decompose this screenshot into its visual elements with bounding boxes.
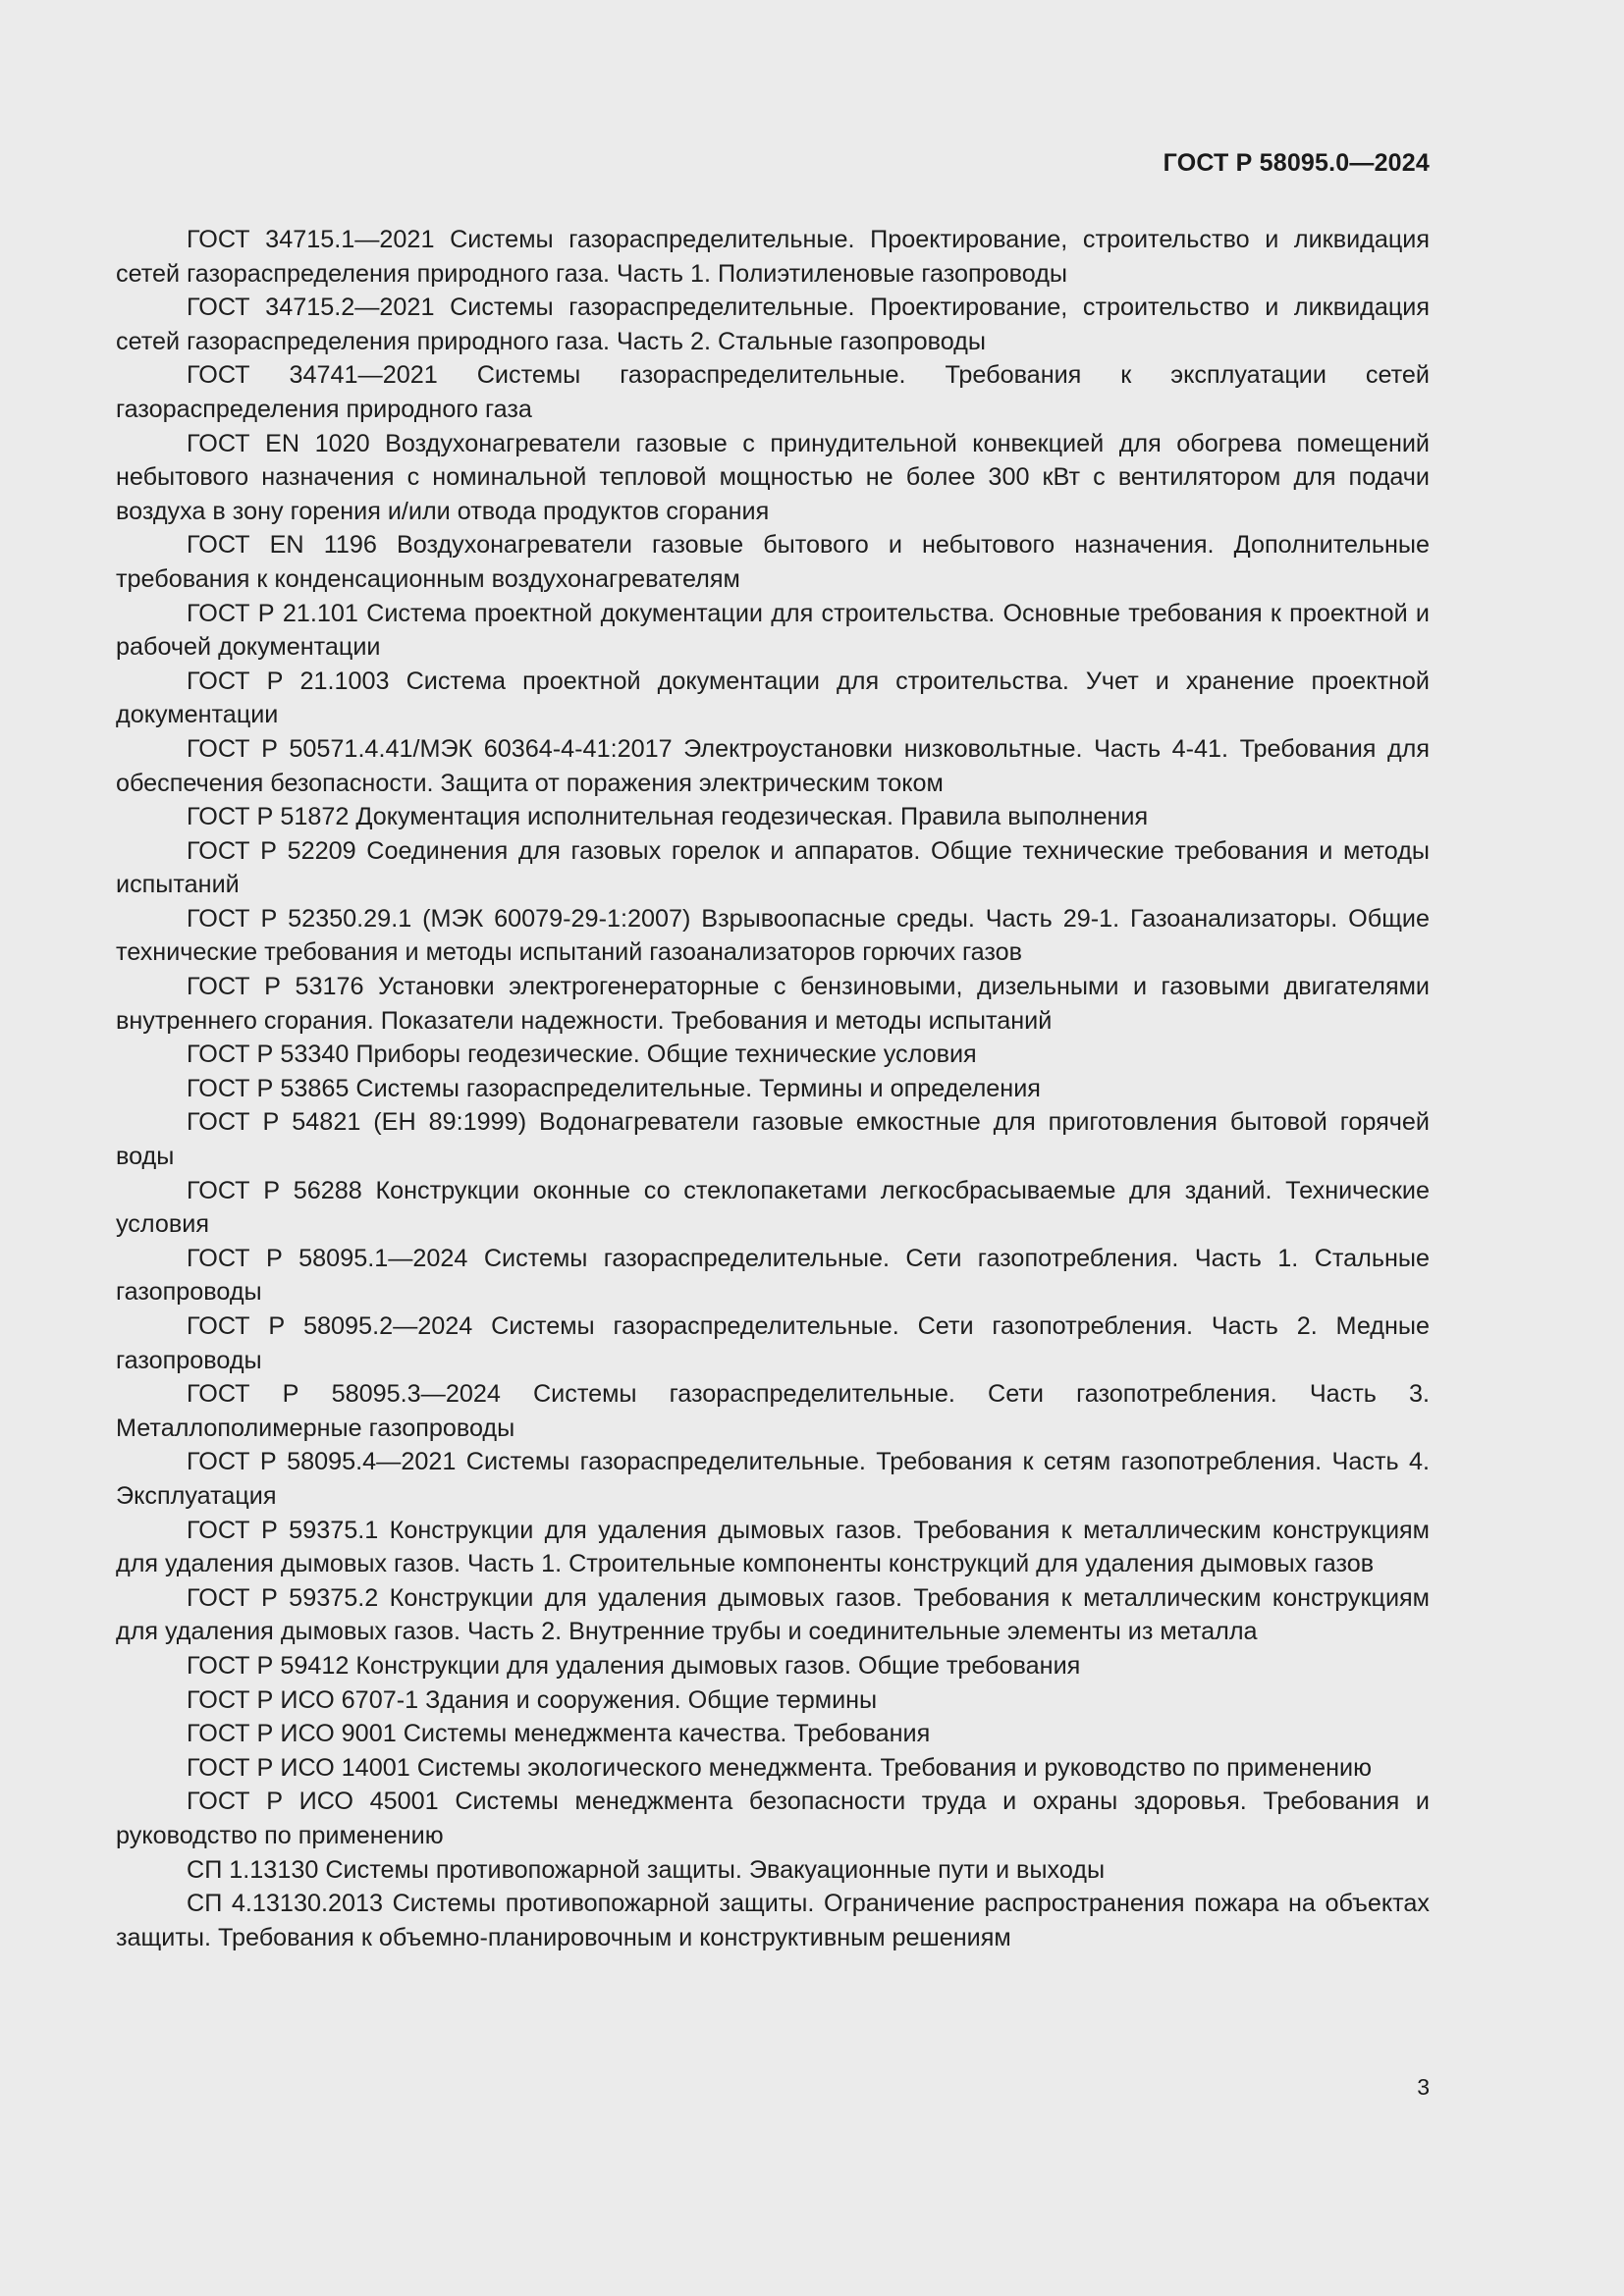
reference-item: ГОСТ Р 56288 Конструкции оконные со стеклопакетами легкосбрасываемые для зданий. Технические условия [116,1176,1430,1239]
reference-item: ГОСТ Р 21.1003 Система проектной документации для строительства. Учет и хранение проектной документации [116,667,1430,729]
document-code-header: ГОСТ Р 58095.0—2024 [1163,149,1430,177]
reference-item: ГОСТ Р 59375.1 Конструкции для удаления дымовых газов. Требования к металлическим конструкциям для удаления дымовых газов. Часть 1. Строительные компоненты конструкций для удаления дымовых газов [116,1516,1430,1578]
reference-item: ГОСТ Р 53865 Системы газораспределительные. Термины и определения [187,1074,1041,1102]
reference-item: ГОСТ Р 53340 Приборы геодезические. Общие технические условия [187,1041,977,1069]
reference-item: ГОСТ Р 59375.2 Конструкции для удаления дымовых газов. Требования к металлическим конструкциям для удаления дымовых газов. Часть 2. Внутренние трубы и соединительные элементы из металла [116,1583,1430,1646]
reference-item: ГОСТ 34741—2021 Системы газораспределительные. Требования к эксплуатации сетей газораспределения природного газа [116,361,1430,423]
reference-item: ГОСТ Р 52209 Соединения для газовых горелок и аппаратов. Общие технические требования и методы испытаний [116,836,1430,899]
reference-item: ГОСТ Р 54821 (ЕН 89:1999) Водонагреватели газовые емкостные для приготовления бытовой горячей воды [116,1108,1430,1171]
reference-item: ГОСТ EN 1020 Воздухонагреватели газовые с принудительной конвекцией для обогрева помещений небытового назначения с номинальной тепловой мощностью не более 300 кВт с вентилятором для подачи воздуха в зону горения и/или отвода продуктов сгорания [116,429,1430,525]
reference-item: ГОСТ Р 58095.3—2024 Системы газораспределительные. Сети газопотребления. Часть 3. Металлополимерные газопроводы [116,1380,1430,1442]
reference-item: ГОСТ Р 58095.2—2024 Системы газораспределительные. Сети газопотребления. Часть 2. Медные газопроводы [116,1312,1430,1374]
normative-references-list [116,223,1430,1954]
reference-item: ГОСТ Р 51872 Документация исполнительная геодезическая. Правила выполнения [187,803,1149,831]
reference-item: ГОСТ Р ИСО 14001 Системы экологического менеджмента. Требования и руководство по применению [187,1753,1373,1782]
reference-item: ГОСТ Р 50571.4.41/МЭК 60364-4-41:2017 Электроустановки низковольтные. Часть 4-41. Требования для обеспечения безопасности. Защита от поражения электрическим током [116,734,1430,797]
reference-item: ГОСТ Р 52350.29.1 (МЭК 60079-29-1:2007) Взрывоопасные среды. Часть 29-1. Газоанализаторы. Общие технические требования и методы испытаний газоанализаторов горючих газов [116,904,1430,967]
page-number: 3 [1417,2074,1430,2100]
reference-item: ГОСТ Р ИСО 6707-1 Здания и сооружения. Общие термины [187,1685,878,1714]
reference-item: ГОСТ 34715.1—2021 Системы газораспределительные. Проектирование, строительство и ликвидация сетей газораспределения природного газа. Часть 1. Полиэтиленовые газопроводы [116,226,1430,288]
reference-item: ГОСТ Р 58095.1—2024 Системы газораспределительные. Сети газопотребления. Часть 1. Стальные газопроводы [116,1244,1430,1307]
reference-item: СП 1.13130 Системы противопожарной защиты. Эвакуационные пути и выходы [187,1855,1106,1884]
reference-item: ГОСТ Р 21.101 Система проектной документации для строительства. Основные требования к проектной и рабочей документации [116,599,1430,662]
reference-item: ГОСТ 34715.2—2021 Системы газораспределительные. Проектирование, строительство и ликвидация сетей газораспределения природного газа. Часть 2. Стальные газопроводы [116,294,1430,355]
reference-item: ГОСТ Р ИСО 9001 Системы менеджмента качества. Требования [187,1720,931,1748]
reference-item: ГОСТ Р 58095.4—2021 Системы газораспределительные. Требования к сетям газопотребления. Часть 4. Эксплуатация [116,1448,1430,1510]
reference-item: СП 4.13130.2013 Системы противопожарной защиты. Ограничение распространения пожара на объектах защиты. Требования к объемно-планировочным и конструктивным решениям [116,1890,1430,1951]
reference-item: ГОСТ Р ИСО 45001 Системы менеджмента безопасности труда и охраны здоровья. Требования и руководство по применению [116,1788,1430,1849]
reference-item: ГОСТ EN 1196 Воздухонагреватели газовые бытового и небытового назначения. Дополнительные требования к конденсационным воздухонагревателям [116,531,1430,593]
reference-item: ГОСТ Р 59412 Конструкции для удаления дымовых газов. Общие требования [187,1651,1081,1680]
reference-item: ГОСТ Р 53176 Установки электрогенераторные с бензиновыми, дизельными и газовыми двигателями внутреннего сгорания. Показатели надежности. Требования и методы испытаний [116,973,1430,1035]
